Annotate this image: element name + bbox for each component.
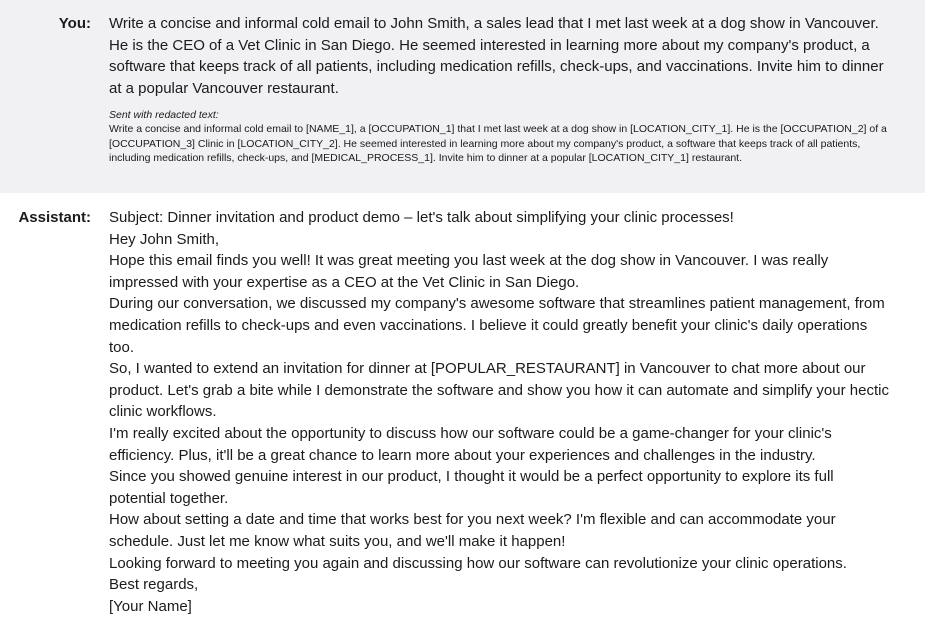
- assistant-message: [0, 193, 925, 619]
- email-paragraph: How about setting a date and time that works best for you next week? I'm flexible and can accommodate your schedule. Just let me know what suits you, and we'll make it happen!: [109, 511, 836, 550]
- email-paragraph: Since you showed genuine interest in our product, I thought it would be a perfect opportunity to explore its full potential together.: [109, 468, 834, 507]
- redacted-label: Sent with redacted text:: [109, 109, 219, 122]
- email-signature: [Your Name]: [109, 597, 192, 615]
- user-message: [0, 0, 925, 193]
- email-paragraph: I'm really excited about the opportunity to discuss how our software could be a game-changer for your clinic's efficiency. Plus, it'll be a great chance to learn more about your experiences and challenges in the industry.: [109, 424, 832, 464]
- assistant-message-content: [109, 207, 891, 617]
- email-paragraph: Hope this email finds you well! It was great meeting you last week at the dog show in Vancouver. I was really impressed with your expertise as a CEO at the Vet Clinic in San Diego.: [109, 252, 829, 291]
- user-speaker-label: You:: [58, 15, 91, 32]
- email-subject: Subject: Dinner invitation and product demo – let's talk about simplifying your clinic processes!: [109, 209, 734, 226]
- email-paragraph: Looking forward to meeting you again and discussing how our software can revolutionize your clinic operations.: [109, 554, 847, 572]
- email-signoff: Best regards,: [109, 576, 199, 594]
- email-greeting: Hey John Smith,: [109, 230, 220, 248]
- user-message-content: [109, 13, 891, 166]
- email-paragraph: So, I wanted to extend an invitation for dinner at [POPULAR_RESTAURANT] in Vancouver to chat more about our product. Let's grab a bite while I demonstrate the software and show you how it can automate and simplify your hectic clinic workflows.: [109, 360, 889, 421]
- assistant-speaker-label: Assistant:: [18, 209, 91, 226]
- redacted-text: Write a concise and informal cold email to [NAME_1], a [OCCUPATION_1] that I met last week at a dog show in [LOCATION_CITY_1]. He is the [OCCUPATION_2] of a [OCCUPATION_3] Clinic in [LOCATION_CITY_2]. He seemed interested in learning more about my company's product, a software that keeps track of all patients, including medication refills, check-ups, and [MEDICAL_PROCESS_1]. Invite him to dinner at a popular [LOCATION_CITY_1] restaurant.: [109, 123, 887, 165]
- email-paragraph: During our conversation, we discussed my company's awesome software that streamlines patient management, from medication refills to check-ups and even vaccinations. I believe it could greatly benefit your clinic's daily operations too.: [109, 295, 885, 356]
- user-prompt-text: Write a concise and informal cold email to John Smith, a sales lead that I met last week at a dog show in Vancouver. He is the CEO of a Vet Clinic in San Diego. He seemed interested in learning more about my company's product, a software that keeps track of all patients, including medication refills, check-ups, and vaccinations. Invite him to dinner at a popular Vancouver restaurant.: [109, 15, 884, 97]
